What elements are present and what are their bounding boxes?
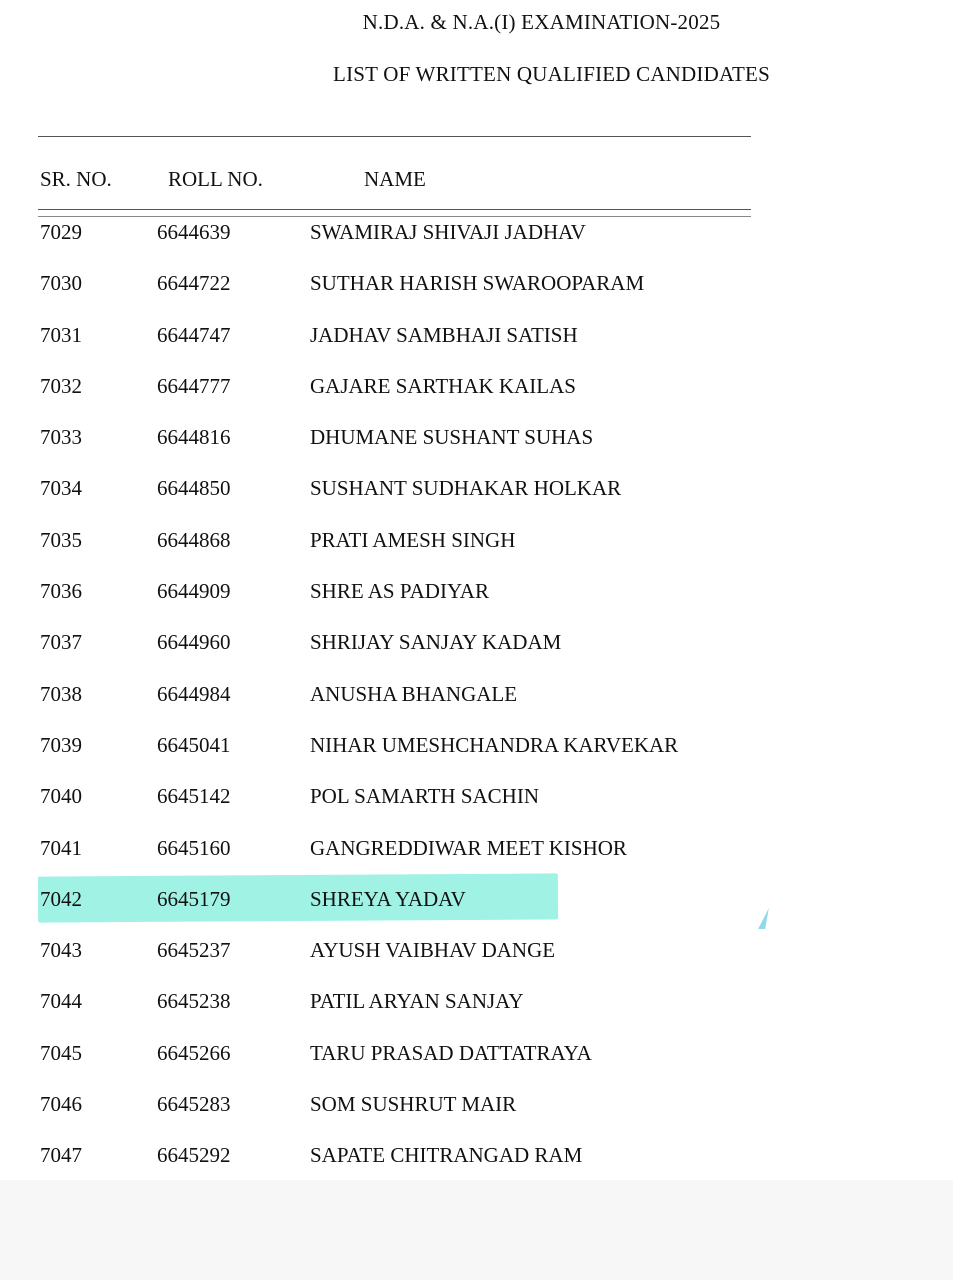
table-row [0, 927, 953, 978]
name-cell: SAPATE CHITRANGAD RAM [310, 1143, 583, 1168]
sr-no-cell: 7032 [40, 373, 82, 398]
exam-title: N.D.A. & N.A.(I) EXAMINATION-2025 [362, 10, 721, 34]
name-cell: SUTHAR HARISH SWAROOPARAM [310, 271, 645, 296]
sr-no-cell: 7036 [40, 579, 82, 604]
roll-no-cell: 6645142 [157, 784, 231, 809]
name-cell: SOM SUSHRUT MAIR [310, 1092, 517, 1117]
top-divider [38, 136, 751, 137]
name-cell: NIHAR UMESHCHANDRA KARVEKAR [310, 732, 679, 757]
table-row [0, 568, 953, 619]
roll-no-cell: 6644747 [157, 322, 231, 347]
sr-no-cell: 7042 [40, 886, 82, 911]
name-cell: AYUSH VAIBHAV DANGE [310, 938, 556, 963]
name-cell: DHUMANE SUSHANT SUHAS [310, 425, 594, 450]
table-row [0, 876, 953, 927]
table-row [0, 978, 953, 1029]
sr-no-cell: 7038 [40, 681, 82, 706]
table-row [0, 619, 953, 670]
roll-no-cell: 6644722 [157, 271, 231, 296]
table-row [0, 671, 953, 722]
list-title: LIST OF WRITTEN QUALIFIED CANDIDATES [333, 62, 770, 86]
roll-no-cell: 6645266 [157, 1040, 231, 1065]
name-cell: SHRE AS PADIYAR [310, 579, 489, 604]
column-header-sr-no: SR. NO. [40, 167, 112, 191]
roll-no-cell: 6644639 [157, 220, 231, 244]
sr-no-cell: 7045 [40, 1040, 82, 1065]
roll-no-cell: 6645283 [157, 1092, 231, 1117]
sr-no-cell: 7047 [40, 1143, 82, 1168]
table-row [0, 1081, 953, 1132]
roll-no-cell: 6645237 [157, 938, 231, 963]
table-row [0, 517, 953, 568]
name-cell: ANUSHA BHANGALE [310, 681, 518, 706]
sr-no-cell: 7046 [40, 1092, 82, 1117]
table-row [0, 825, 953, 876]
roll-no-cell: 6645160 [157, 835, 231, 860]
roll-no-cell: 6644984 [157, 681, 231, 706]
column-header-name: NAME [364, 167, 426, 191]
sr-no-cell: 7039 [40, 732, 82, 757]
sr-no-cell: 7041 [40, 835, 82, 860]
name-cell: TARU PRASAD DATTATRAYA [310, 1040, 592, 1065]
table-row [0, 722, 953, 773]
name-cell: GANGREDDIWAR MEET KISHOR [310, 835, 627, 860]
roll-no-cell: 6644850 [157, 476, 231, 501]
name-cell: SHREYA YADAV [310, 886, 466, 911]
name-cell: SHRIJAY SANJAY KADAM [310, 630, 562, 655]
roll-no-cell: 6644777 [157, 373, 231, 398]
roll-no-cell: 6645238 [157, 989, 231, 1014]
sr-no-cell: 7030 [40, 271, 82, 296]
sr-no-cell: 7029 [40, 220, 82, 244]
roll-no-cell: 6645292 [157, 1143, 231, 1168]
sr-no-cell: 7031 [40, 322, 82, 347]
roll-no-cell: 6645041 [157, 732, 231, 757]
roll-no-cell: 6644868 [157, 527, 231, 552]
name-cell: POL SAMARTH SACHIN [310, 784, 539, 809]
name-cell: PATIL ARYAN SANJAY [310, 989, 524, 1014]
table-row [0, 1030, 953, 1081]
table-row [0, 1132, 953, 1183]
table-row [0, 773, 953, 824]
roll-no-cell: 6644909 [157, 579, 231, 604]
table-row [0, 260, 953, 311]
name-cell: GAJARE SARTHAK KAILAS [310, 373, 576, 398]
sr-no-cell: 7040 [40, 784, 82, 809]
column-header-roll-no: ROLL NO. [168, 167, 263, 191]
sr-no-cell: 7037 [40, 630, 82, 655]
name-cell: JADHAV SAMBHAJI SATISH [310, 322, 578, 347]
roll-no-cell: 6644960 [157, 630, 231, 655]
table-row [0, 465, 953, 516]
sr-no-cell: 7043 [40, 938, 82, 963]
name-cell: SWAMIRAJ SHIVAJI JADHAV [310, 220, 586, 244]
table-row [0, 312, 953, 363]
table-row [0, 209, 953, 260]
name-cell: PRATI AMESH SINGH [310, 527, 516, 552]
sr-no-cell: 7044 [40, 989, 82, 1014]
table-row [0, 414, 953, 465]
roll-no-cell: 6644816 [157, 425, 231, 450]
sr-no-cell: 7034 [40, 476, 82, 501]
name-cell: SUSHANT SUDHAKAR HOLKAR [310, 476, 622, 501]
roll-no-cell: 6645179 [157, 886, 231, 911]
table-row [0, 363, 953, 414]
sr-no-cell: 7035 [40, 527, 82, 552]
candidate-list [0, 209, 953, 1184]
sr-no-cell: 7033 [40, 425, 82, 450]
